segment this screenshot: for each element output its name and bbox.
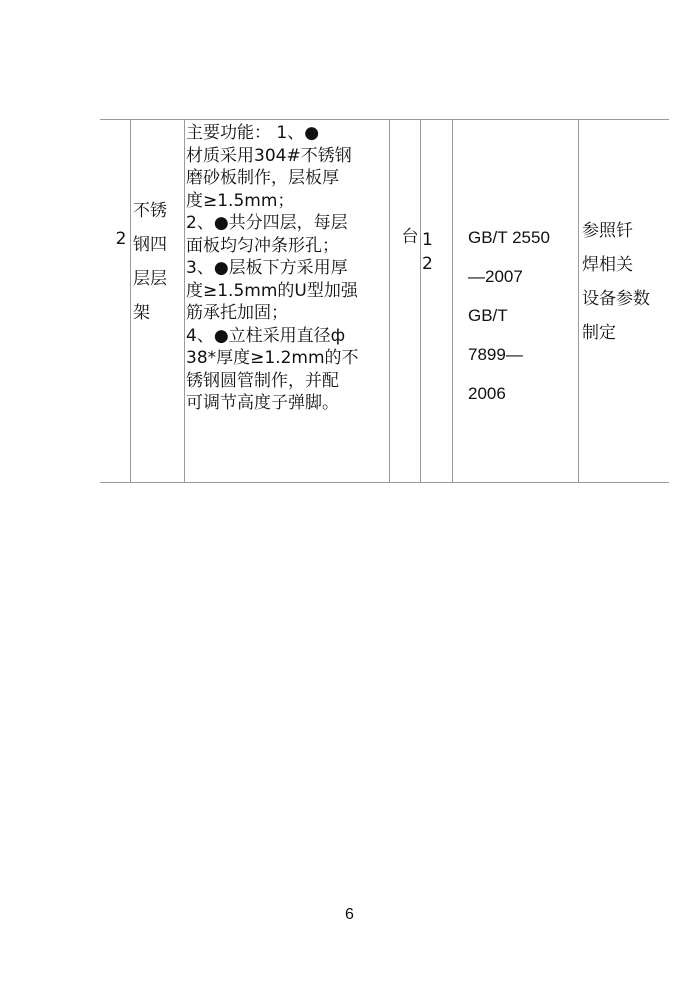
- item-quantity: 1 2: [422, 230, 433, 274]
- item-specification: 主要功能： 1、● 材质采用304#不锈钢 磨砂板制作，层板厚 度≥1.5mm； 2、●共分四层，每层 面板均匀冲条形孔； 3、●层板下方采用厚 度≥1.5mm的U型加强 筋承托加固； 4、●立柱采用直径ф 38*厚度≥1.2mm的不 锈钢圆管制作，并配 可调节高度子弹脚。: [186, 123, 359, 413]
- item-standard: GB/T 2550 —2007 GB/T 7899— 2006: [468, 228, 550, 403]
- spec-table: [100, 119, 669, 483]
- page-number: 6: [345, 906, 354, 923]
- column-divider: [452, 120, 453, 482]
- column-divider: [130, 120, 131, 482]
- column-divider: [420, 120, 421, 482]
- column-divider: [184, 120, 185, 482]
- item-unit: 台: [401, 227, 419, 247]
- row-index: 2: [115, 229, 127, 249]
- item-remark: 参照钎 焊相关 设备参数 制定: [582, 221, 650, 343]
- item-name: 不锈 钢四 层层 架: [133, 201, 167, 323]
